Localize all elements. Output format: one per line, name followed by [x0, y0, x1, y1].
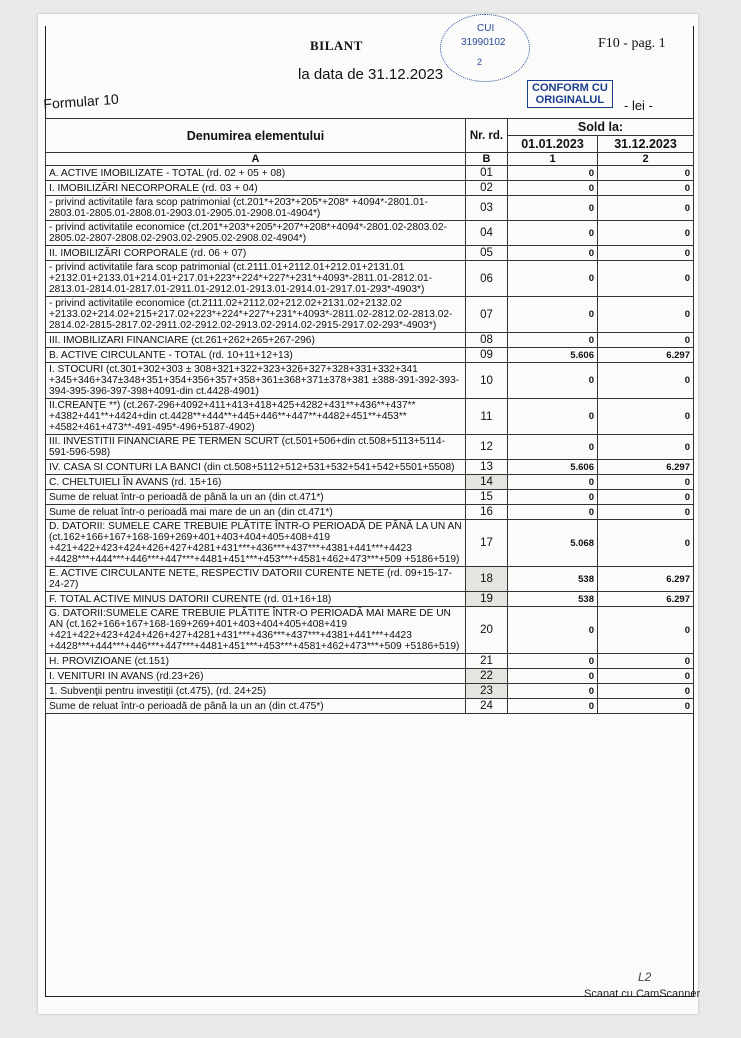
row-value-2023-01-01: 0 [508, 297, 598, 333]
row-value-2023-12-31: 0 [598, 505, 694, 520]
row-name: I. IMOBILIZĂRI NECORPORALE (rd. 03 + 04) [46, 181, 466, 196]
col-header-sold: Sold la: [508, 119, 694, 136]
stamp-cui: CUI [477, 23, 495, 34]
row-number: 20 [466, 607, 508, 654]
row-number: 24 [466, 699, 508, 714]
row-value-2023-12-31: 0 [598, 166, 694, 181]
row-value-2023-12-31: 0 [598, 699, 694, 714]
row-value-2023-12-31: 0 [598, 196, 694, 221]
table-row [46, 435, 694, 460]
row-value-2023-01-01: 0 [508, 166, 598, 181]
sub-a: A [46, 153, 466, 166]
table-row [46, 607, 694, 654]
row-value-2023-01-01: 0 [508, 607, 598, 654]
row-number: 05 [466, 246, 508, 261]
conform-line-2: ORIGINALUL [535, 94, 605, 106]
scanner-watermark: Scanat cu CamScanner [584, 988, 701, 1000]
row-name: Sume de reluat într-o perioadă de până la un an (din ct.471*) [46, 490, 466, 505]
balance-sheet-table [45, 118, 694, 714]
row-number: 16 [466, 505, 508, 520]
row-value-2023-01-01: 5.068 [508, 520, 598, 567]
row-name: F. TOTAL ACTIVE MINUS DATORII CURENTE (rd. 01+16+18) [46, 592, 466, 607]
row-name: III. INVESTITII FINANCIARE PE TERMEN SCURT (ct.501+506+din ct.508+5113+5114-591-596-598) [46, 435, 466, 460]
row-name: - privind activitatile fara scop patrimonial (ct.201*+203*+205*+208* +4094*-2801.01-2803.01-2805.01-2808.01-2903.01-2905.01-2908.01-4904*) [46, 196, 466, 221]
table-row [46, 669, 694, 684]
row-value-2023-12-31: 0 [598, 607, 694, 654]
table-row [46, 592, 694, 607]
row-name: IV. CASA SI CONTURI LA BANCI (din ct.508+5112+512+531+532+541+542+5501+5508) [46, 460, 466, 475]
row-value-2023-01-01: 0 [508, 475, 598, 490]
table-row [46, 246, 694, 261]
row-value-2023-12-31: 0 [598, 435, 694, 460]
row-value-2023-12-31: 0 [598, 297, 694, 333]
row-name: A. ACTIVE IMOBILIZATE - TOTAL (rd. 02 + 05 + 08) [46, 166, 466, 181]
row-name: - privind activitatile economice (ct.2111.02+2112.02+212.02+2131.02+2132.02 +2133.02+214.02+215+217.02+223*+224*+227*+231*+4093*-2811.02-2812.02-2813.02-2814.02-2815-2817.02-2911.02-2912.02-2913.02-2914.02-2915-2917.02-293*-4903*) [46, 297, 466, 333]
row-number: 18 [466, 567, 508, 592]
row-number: 23 [466, 684, 508, 699]
row-name: I. VENITURI IN AVANS (rd.23+26) [46, 669, 466, 684]
row-value-2023-12-31: 0 [598, 246, 694, 261]
row-number: 15 [466, 490, 508, 505]
row-name: Sume de reluat într-o perioadă mai mare de un an (din ct.471*) [46, 505, 466, 520]
sub-b: B [466, 153, 508, 166]
row-name: D. DATORII: SUMELE CARE TREBUIE PLĂTITE ÎNTR-O PERIOADĂ DE PÂNĂ LA UN AN (ct.162+166+167+168-169+269+401+403+404+405+408+419 +421+422+423+424+426+427+4281+431***+436***+437***+4381+441***+4423 +4428***+444***+446***+447***+4481+451***+453***+4581+462+473***+509 +5186+519) [46, 520, 466, 567]
row-value-2023-12-31: 0 [598, 261, 694, 297]
sub-2: 2 [598, 153, 694, 166]
row-name: B. ACTIVE CIRCULANTE - TOTAL (rd. 10+11+12+13) [46, 348, 466, 363]
row-value-2023-12-31: 0 [598, 669, 694, 684]
row-name: - privind activitatile fara scop patrimonial (ct.2111.01+2112.01+212.01+2131.01 +2132.01+2133.01+214.01+217.01+223*+224*+227*+231*+4093*-2811.01-2812.01-2813.01-2814.01-2817.01-2911.01-2912.01-2913.01-2914.01-2917.01-293*-4903*) [46, 261, 466, 297]
currency-unit: - lei - [624, 98, 653, 113]
row-value-2023-01-01: 0 [508, 684, 598, 699]
conform-stamp [527, 80, 613, 108]
sub-1: 1 [508, 153, 598, 166]
col-header-date-2: 31.12.2023 [598, 136, 694, 153]
stamp-mark: 2 [477, 57, 483, 67]
table-row [46, 181, 694, 196]
row-number: 07 [466, 297, 508, 333]
table-row [46, 399, 694, 435]
row-value-2023-01-01: 0 [508, 435, 598, 460]
table-row [46, 196, 694, 221]
row-name: - privind activitatile economice (ct.201*+203*+205*+207*+208*+4094*-2801.02-2803.02-2805.02-2807-2808.02-2903.02-2905.02-2908.02-4904*) [46, 221, 466, 246]
table-row [46, 166, 694, 181]
row-value-2023-12-31: 6.297 [598, 348, 694, 363]
header-row [46, 119, 694, 136]
col-header-name: Denumirea elementului [46, 119, 466, 153]
row-value-2023-01-01: 538 [508, 567, 598, 592]
row-value-2023-01-01: 5.606 [508, 348, 598, 363]
row-number: 14 [466, 475, 508, 490]
table-row [46, 297, 694, 333]
row-name: III. IMOBILIZARI FINANCIARE (ct.261+262+265+267-296) [46, 333, 466, 348]
table-row [46, 333, 694, 348]
row-value-2023-12-31: 6.297 [598, 460, 694, 475]
row-number: 10 [466, 363, 508, 399]
handwritten-mark: L2 [638, 970, 652, 984]
table-row [46, 221, 694, 246]
row-value-2023-01-01: 0 [508, 399, 598, 435]
row-value-2023-12-31: 0 [598, 181, 694, 196]
row-number: 17 [466, 520, 508, 567]
row-value-2023-12-31: 0 [598, 490, 694, 505]
row-value-2023-01-01: 0 [508, 490, 598, 505]
form-label: Formular 10 [42, 90, 120, 112]
row-value-2023-01-01: 0 [508, 246, 598, 261]
table-row [46, 348, 694, 363]
row-number: 06 [466, 261, 508, 297]
row-value-2023-01-01: 0 [508, 181, 598, 196]
row-number: 08 [466, 333, 508, 348]
row-number: 13 [466, 460, 508, 475]
row-name: H. PROVIZIOANE (ct.151) [46, 654, 466, 669]
row-number: 22 [466, 669, 508, 684]
row-value-2023-01-01: 5.606 [508, 460, 598, 475]
row-name: II.CREANŢE **) (ct.267-296+4092+411+413+418+425+4282+431**+436**+437** +4382+441**+4424+din ct.4428**+444**+445+446**+447**+4482+451**+453** +4582+461+473**-491-495*-496+5187-4902) [46, 399, 466, 435]
row-name: I. STOCURI (ct.301+302+303 ± 308+321+322+323+326+327+328+331+332+341 +345+346+347±348+351+354+356+357+358+361±368+371±378+381 ±388-391-392-393-394-395-396-397-398+4091-din ct.4428-4901) [46, 363, 466, 399]
report-date: la data de 31.12.2023 [298, 66, 444, 83]
col-header-date-1: 01.01.2023 [508, 136, 598, 153]
table-row [46, 261, 694, 297]
official-round-stamp [440, 14, 530, 82]
row-number: 21 [466, 654, 508, 669]
col-header-nr: Nr. rd. [466, 119, 508, 153]
row-name: C. CHELTUIELI ÎN AVANS (rd. 15+16) [46, 475, 466, 490]
row-number: 01 [466, 166, 508, 181]
row-name: G. DATORII:SUMELE CARE TREBUIE PLĂTITE ÎNTR-O PERIOADĂ MAI MARE DE UN AN (ct.162+166+167+168-169+269+401+403+404+405+408+419 +421+422+423+424+426+427+4281+431***+436***+437***+4381+441***+4423 +4428***+444***+446***+447***+4481+451***+453***+4581+462+473***+509 +5186+519) [46, 607, 466, 654]
row-value-2023-12-31: 6.297 [598, 592, 694, 607]
row-value-2023-12-31: 0 [598, 654, 694, 669]
table-row [46, 567, 694, 592]
row-value-2023-01-01: 0 [508, 221, 598, 246]
stamp-number: 31990102 [461, 37, 506, 48]
row-number: 12 [466, 435, 508, 460]
table-row [46, 460, 694, 475]
document-title: BILANT [310, 38, 363, 53]
row-value-2023-01-01: 0 [508, 196, 598, 221]
header-sub-row [46, 153, 694, 166]
row-value-2023-12-31: 0 [598, 684, 694, 699]
row-value-2023-01-01: 0 [508, 333, 598, 348]
row-name: II. IMOBILIZĂRI CORPORALE (rd. 06 + 07) [46, 246, 466, 261]
conform-line-1: CONFORM CU [532, 82, 608, 94]
row-number: 03 [466, 196, 508, 221]
table-row [46, 654, 694, 669]
row-number: 02 [466, 181, 508, 196]
row-value-2023-12-31: 0 [598, 221, 694, 246]
row-value-2023-01-01: 0 [508, 261, 598, 297]
row-name: 1. Subvenţii pentru investiţii (ct.475), (rd. 24+25) [46, 684, 466, 699]
table-row [46, 475, 694, 490]
row-number: 19 [466, 592, 508, 607]
table-row [46, 490, 694, 505]
row-value-2023-12-31: 0 [598, 520, 694, 567]
row-value-2023-12-31: 0 [598, 399, 694, 435]
row-number: 09 [466, 348, 508, 363]
row-name: Sume de reluat într-o perioadă de până la un an (din ct.475*) [46, 699, 466, 714]
row-value-2023-12-31: 0 [598, 333, 694, 348]
row-value-2023-12-31: 0 [598, 475, 694, 490]
row-name: E. ACTIVE CIRCULANTE NETE, RESPECTIV DATORII CURENTE NETE (rd. 09+15-17-24-27) [46, 567, 466, 592]
row-value-2023-01-01: 0 [508, 669, 598, 684]
page-number: F10 - pag. 1 [598, 36, 666, 51]
table-row [46, 699, 694, 714]
row-number: 04 [466, 221, 508, 246]
table-row [46, 684, 694, 699]
row-value-2023-12-31: 0 [598, 363, 694, 399]
table-row [46, 363, 694, 399]
row-value-2023-01-01: 538 [508, 592, 598, 607]
row-value-2023-01-01: 0 [508, 505, 598, 520]
row-value-2023-01-01: 0 [508, 363, 598, 399]
row-number: 11 [466, 399, 508, 435]
table-row [46, 520, 694, 567]
row-value-2023-01-01: 0 [508, 654, 598, 669]
table-row [46, 505, 694, 520]
row-value-2023-01-01: 0 [508, 699, 598, 714]
row-value-2023-12-31: 6.297 [598, 567, 694, 592]
